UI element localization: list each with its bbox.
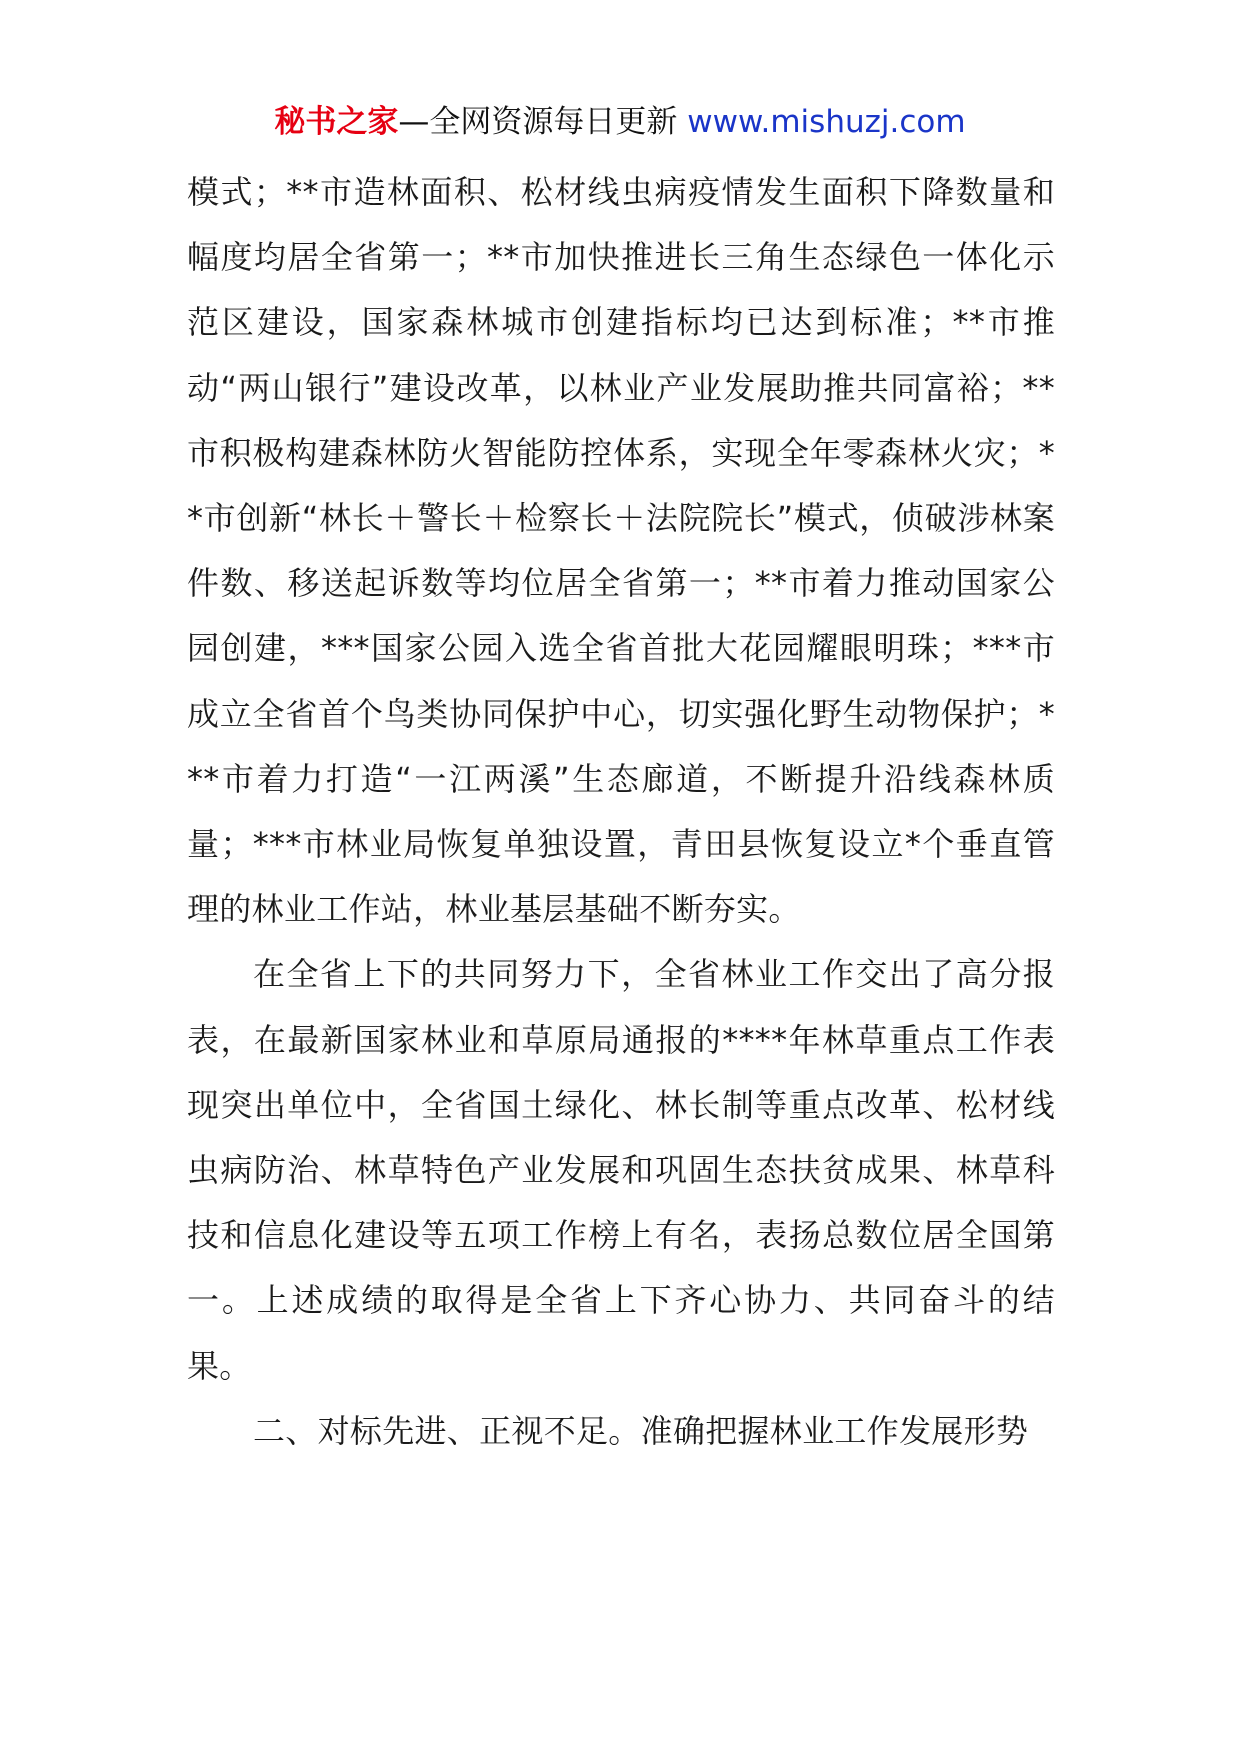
paragraph-achievements: 在全省上下的共同努力下，全省林业工作交出了高分报表，在最新国家林业和草原局通报的****年林草重点工作表现突出单位中，全省国土绿化、林长制等重点改革、松材线虫病防治、林草特色产业发展和巩固生态扶贫成果、林草科技和信息化建设等五项工作榜上有名，表扬总数位居全国第一。上述成绩的取得是全省上下齐心协力、共同奋斗的结果。 [187, 955, 1055, 1385]
paragraph-continuation: 模式；**市造林面积、松材线虫病疫情发生面积下降数量和幅度均居全省第一；**市加快推进长三角生态绿色一体化示范区建设，国家森林城市创建指标均已达到标准；**市推动“两山银行”建设改革，以林业产业发展助推共同富裕；**市积极构建森林防火智能防控体系，实现全年零森林火灾；**市创新“林长＋警长＋检察长＋法院院长”模式，侦破涉林案件数、移送起诉数等均位居全省第一；**市着力推动国家公园创建，***国家公园入选全省首批大花园耀眼明珠；***市成立全省首个鸟类协同保护中心，切实强化野生动物保护；***市着力打造“一江两溪”生态廊道，不断提升沿线森林质量；***市林业局恢复单独设置，青田县恢复设立*个垂直管理的林业工作站，林业基层基础不断夯实。 [187, 173, 1055, 929]
site-url-link[interactable]: www.mishuzj.com [687, 104, 966, 140]
brand-name: 秘书之家 [274, 104, 399, 140]
document-body [187, 160, 1055, 1464]
section-heading: 二、对标先进、正视不足。准确把握林业工作发展形势 [253, 1411, 1029, 1450]
site-header [0, 100, 1240, 144]
header-tagline: —全网资源每日更新 [398, 104, 678, 140]
